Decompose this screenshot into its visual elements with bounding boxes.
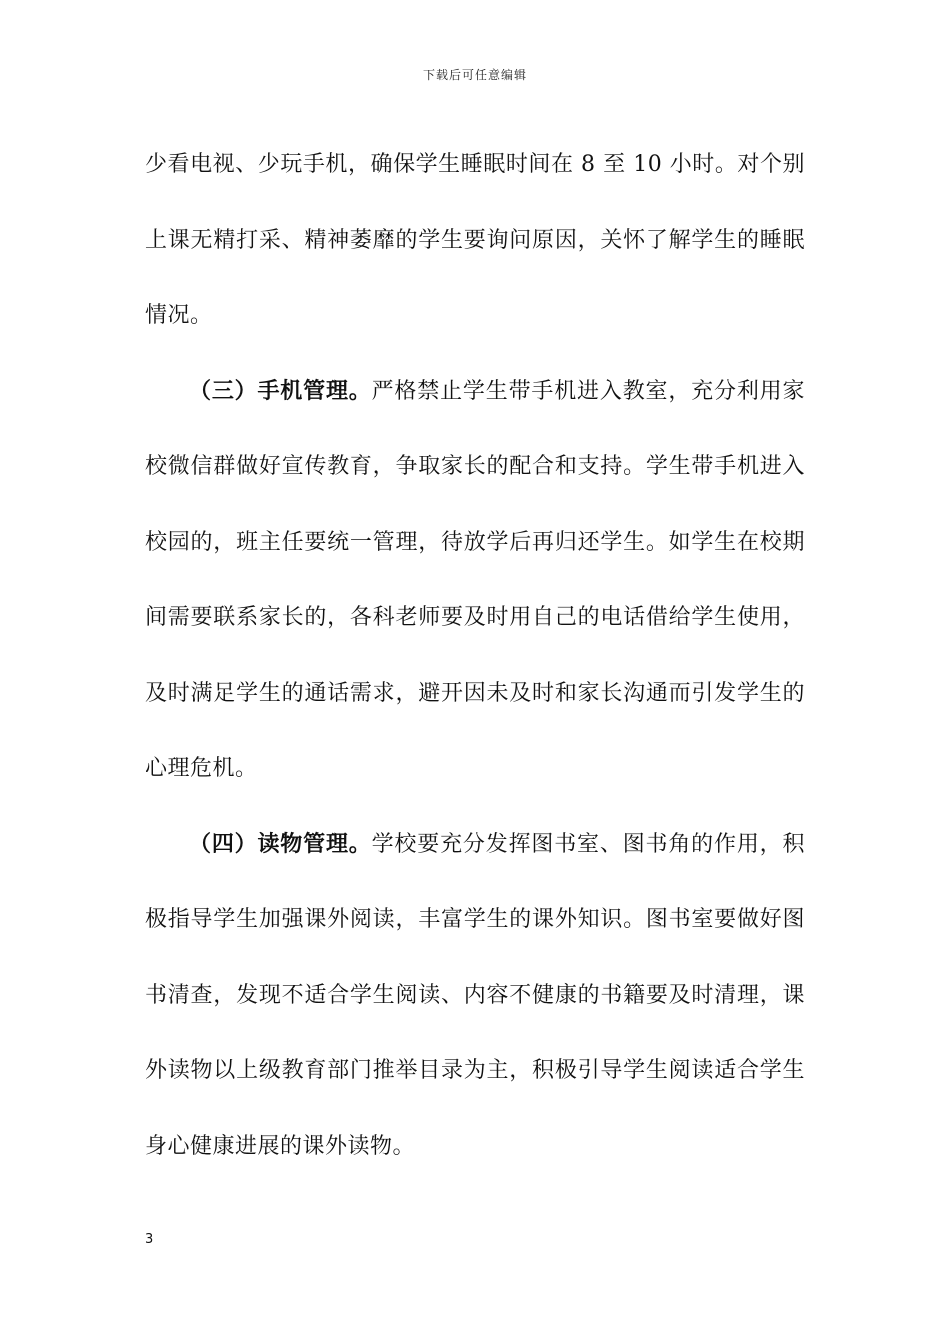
paragraph-body: 严格禁止学生带手机进入教室，充分利用家校微信群做好宣传教育，争取家长的配合和支持。学生带手机进入校园的，班主任要统一管理，待放学后再归还学生。如学生在校期间需要联系家长的，各科老师要及时用自己的电话借给学生使用，及时满足学生的通话需求，避开因未及时和家长沟通而引发学生的心理危机。 <box>145 378 805 781</box>
paragraph-phone-management <box>145 354 805 807</box>
document-body <box>145 127 805 1184</box>
section-heading-reading: （四）读物管理。 <box>189 830 372 857</box>
page-header: 下载后可任意编辑 <box>422 68 527 82</box>
page-number: 3 <box>145 1232 154 1247</box>
paragraph-sleep-continued <box>145 127 805 354</box>
paragraph-reading-management <box>145 807 805 1185</box>
paragraph-body: 少看电视、少玩手机，确保学生睡眠时间在 8 至 10 小时。对个别上课无精打采、精神萎靡的学生要询问原因，关怀了解学生的睡眠情况。 <box>145 152 805 328</box>
section-heading-phone: （三）手机管理。 <box>189 377 372 404</box>
paragraph-body: 学校要充分发挥图书室、图书角的作用，积极指导学生加强课外阅读，丰富学生的课外知识。图书室要做好图书清查，发现不适合学生阅读、内容不健康的书籍要及时清理，课外读物以上级教育部门推举目录为主，积极引导学生阅读适合学生身心健康进展的课外读物。 <box>145 831 805 1159</box>
